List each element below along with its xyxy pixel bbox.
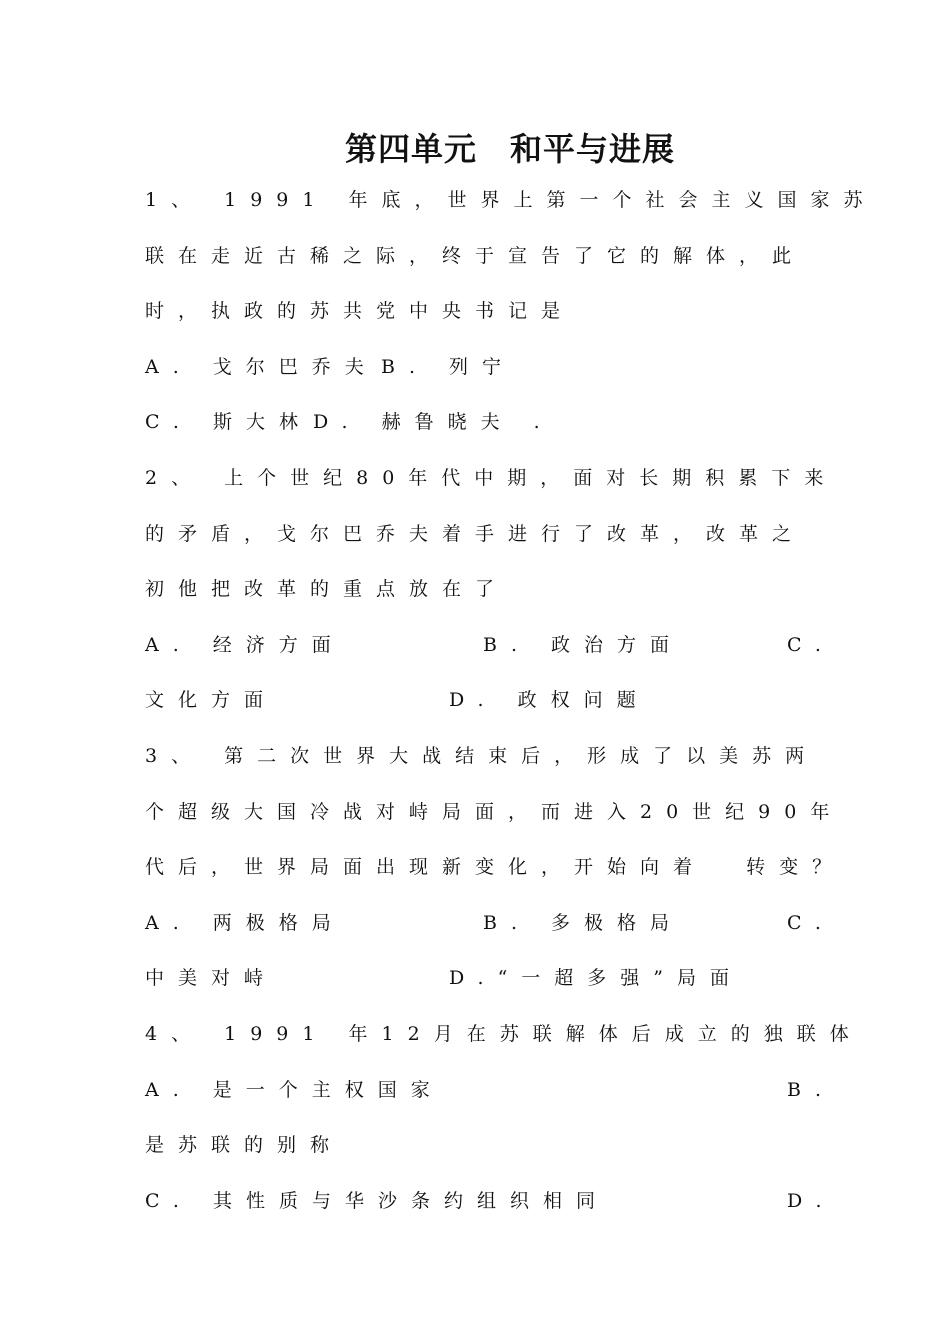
option-c-text: 文化方面 <box>145 689 278 711</box>
question-4-options-row-3 <box>145 1187 845 1215</box>
option-c: C. <box>787 634 835 656</box>
option-a: A. 戈尔巴乔夫 <box>145 356 378 378</box>
question-2-stem-line-1: 2、 上个世纪80年代中期，面对长期积累下来 <box>145 467 838 489</box>
question-4-stem-line-1: 4、 1991 年12月在苏联解体后成立的独联体 <box>145 1023 863 1045</box>
question-2-stem-line-2: 的矛盾，戈尔巴乔夫着手进行了改革，改革之 <box>145 523 806 545</box>
option-c-text: 中美对峙 <box>145 967 278 989</box>
question-2-stem-line-3: 初他把改革的重点放在了 <box>145 578 509 600</box>
option-d: D. 政权问题 <box>449 689 650 711</box>
question-3-options-row-2 <box>145 964 845 992</box>
question-4-options-row-2 <box>145 1131 845 1159</box>
option-b: B. <box>787 1079 836 1101</box>
option-a: A. 是一个主权国家 <box>145 1079 444 1101</box>
option-c: C. <box>787 912 835 934</box>
option-d: D. 赫鲁晓夫 . <box>313 411 554 433</box>
option-d: D.“一超多强”局面 <box>449 967 744 989</box>
question-1-stem-line-1: 1、 1991 年底，世界上第一个社会主义国家苏 <box>145 189 877 211</box>
question-3-stem-line-3: 代后，世界局面出现新变化，开始向着 转变？ <box>145 856 846 878</box>
option-b: B. 多极格局 <box>483 912 684 934</box>
page-title: 第四单元 和平与进展 <box>344 130 675 168</box>
option-a: A. 经济方面 <box>145 634 345 656</box>
question-3-stem-line-1: 3、 第二次世界大战结束后，形成了以美苏两 <box>145 745 819 767</box>
question-1-options-row-2 <box>145 408 845 436</box>
option-b: B. 政治方面 <box>483 634 684 656</box>
question-3-stem-line-2: 个超级大国冷战对峙局面，而进入20世纪90年 <box>145 801 844 823</box>
question-4-options-row-1 <box>145 1076 845 1104</box>
question-1-options-row-1 <box>145 353 845 381</box>
question-3-options-row-1 <box>145 909 845 937</box>
option-c: C. 其性质与华沙条约组织相同 <box>145 1190 609 1212</box>
question-1-stem-line-2: 联在走近古稀之际，终于宣告了它的解体，此 <box>145 245 806 267</box>
option-c: C. 斯大林 <box>145 411 312 433</box>
question-2-options-row-2 <box>145 686 845 714</box>
question-1-stem-line-3: 时，执政的苏共党中央书记是 <box>145 300 575 322</box>
question-2-options-row-1 <box>145 631 845 659</box>
option-b: B. 列宁 <box>381 356 516 378</box>
option-a: A. 两极格局 <box>145 912 345 934</box>
option-b-text: 是苏联的别称 <box>145 1134 344 1156</box>
option-d: D. <box>787 1190 836 1212</box>
